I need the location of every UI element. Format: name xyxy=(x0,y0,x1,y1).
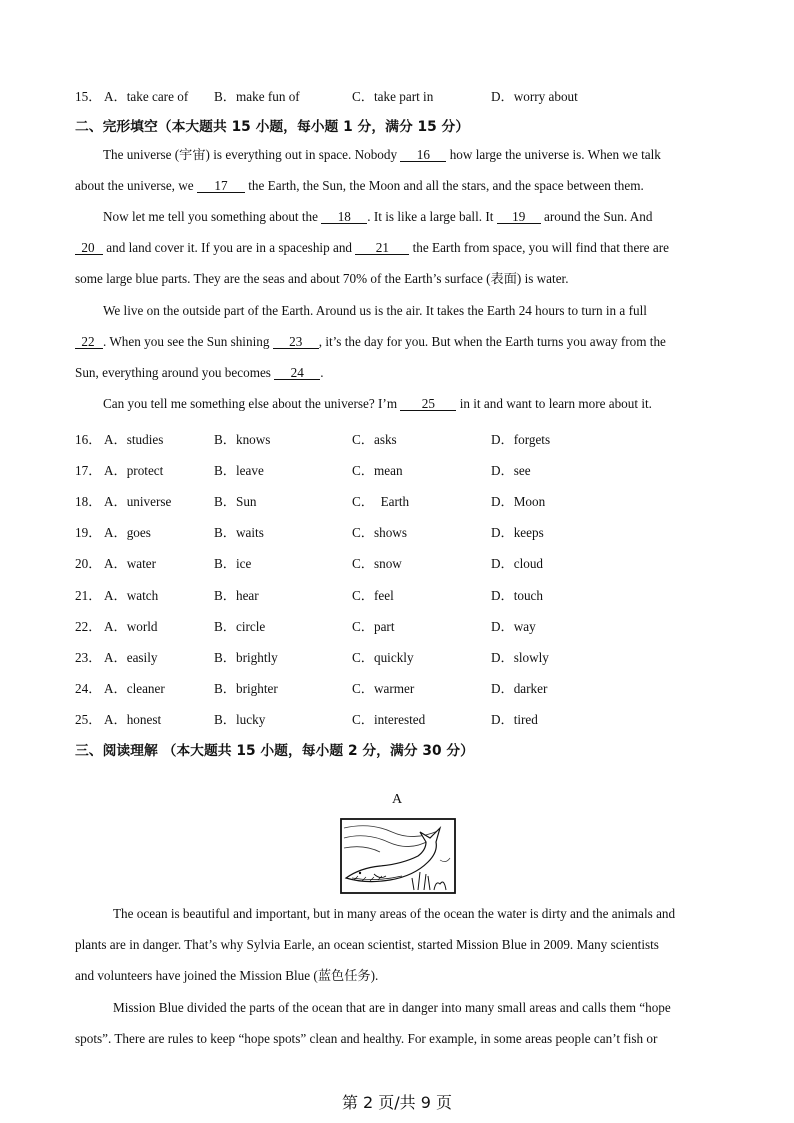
question-number: 16． xyxy=(75,432,102,447)
question-number: 25． xyxy=(75,712,102,727)
option-a: A．world xyxy=(104,619,158,634)
option-a: A．cleaner xyxy=(104,681,165,696)
option-a: A．easily xyxy=(104,650,158,665)
option-d: D．tired xyxy=(491,712,538,727)
option-c: C． Earth xyxy=(352,494,410,509)
section-2-heading: 二、完形填空（本大题共 15 小题，每小题 1 分，满分 15 分） xyxy=(75,119,470,135)
option-a: A．studies xyxy=(104,432,164,447)
cloze-line xyxy=(103,210,718,224)
cloze-text: . When you see the Sun shining xyxy=(103,334,273,349)
cloze-text: the Earth, the Sun, the Moon and all the stars, and the space between them. xyxy=(244,178,644,193)
blank-25: 25 xyxy=(400,397,456,411)
option-c: C．feel xyxy=(352,588,394,603)
cloze-line xyxy=(75,241,718,255)
option-c: C．take part in xyxy=(352,89,434,104)
option-d: D．worry about xyxy=(491,89,578,104)
blank-21: 21 xyxy=(355,241,409,255)
passage-label: A xyxy=(391,792,403,807)
option-a: A．take care of xyxy=(104,89,189,104)
blank-16: 16 xyxy=(400,148,446,162)
cloze-text: Can you tell me something else about the universe? I’m xyxy=(103,396,401,411)
option-d: D．darker xyxy=(491,681,548,696)
option-d: D．forgets xyxy=(491,432,551,447)
cloze-line: We live on the outside part of the Earth. Around us is the air. It takes the Earth 24 hours to turn in a full xyxy=(103,303,647,318)
cloze-text: and land cover it. If you are in a spaceship and xyxy=(103,240,356,255)
cloze-line xyxy=(103,397,718,411)
option-c: C．asks xyxy=(352,432,397,447)
cloze-text: Sun, everything around you becomes xyxy=(75,365,275,380)
cloze-text: . xyxy=(320,365,324,380)
option-d: D．see xyxy=(491,463,531,478)
option-d: D．keeps xyxy=(491,525,544,540)
option-c: C．part xyxy=(352,619,395,634)
reading-line: Mission Blue divided the parts of the ocean that are in danger into many small areas and calls them “hope xyxy=(113,1000,671,1015)
cloze-text: how large the universe is. When we talk xyxy=(446,147,661,162)
question-number: 15． xyxy=(75,89,102,104)
whale-illustration xyxy=(340,818,456,894)
cloze-text: around the Sun. And xyxy=(540,209,653,224)
question-number: 20． xyxy=(75,556,102,571)
option-d: D．way xyxy=(491,619,536,634)
cloze-line xyxy=(103,148,718,162)
option-b: B．waits xyxy=(214,525,264,540)
option-b: B．brighter xyxy=(214,681,278,696)
blank-20: 20 xyxy=(75,241,103,255)
blank-17: 17 xyxy=(197,179,245,193)
blank-24: 24 xyxy=(274,366,320,380)
reading-line: spots”. There are rules to keep “hope spots” clean and healthy. For example, in some areas people can’t fish or xyxy=(75,1031,658,1046)
question-number: 23． xyxy=(75,650,102,665)
option-d: D．Moon xyxy=(491,494,546,509)
option-b: B．lucky xyxy=(214,712,266,727)
option-b: B．leave xyxy=(214,463,264,478)
cloze-text: . It is like a large ball. It xyxy=(367,209,497,224)
blank-18: 18 xyxy=(321,210,367,224)
cloze-line xyxy=(75,179,718,193)
question-number: 21． xyxy=(75,588,102,603)
option-d: D．slowly xyxy=(491,650,549,665)
option-a: A．universe xyxy=(104,494,172,509)
option-d: D．cloud xyxy=(491,556,544,571)
cloze-text: The universe (宇宙) is everything out in space. Nobody xyxy=(103,147,401,162)
cloze-text: the Earth from space, you will find that there are xyxy=(409,240,669,255)
option-c: C．mean xyxy=(352,463,403,478)
reading-line: The ocean is beautiful and important, but in many areas of the ocean the water is dirty and the animals and xyxy=(113,906,676,921)
cloze-line: some large blue parts. They are the seas and about 70% of the Earth’s surface (表面) is water. xyxy=(75,271,569,286)
option-b: B．Sun xyxy=(214,494,257,509)
option-c: C．shows xyxy=(352,525,407,540)
cloze-text: , it’s the day for you. But when the Earth turns you away from the xyxy=(318,334,666,349)
question-number: 22． xyxy=(75,619,102,634)
option-b: B．hear xyxy=(214,588,259,603)
option-a: A．goes xyxy=(104,525,151,540)
option-a: A．protect xyxy=(104,463,164,478)
option-c: C．warmer xyxy=(352,681,415,696)
option-a: A．water xyxy=(104,556,156,571)
cloze-line xyxy=(75,366,718,380)
blank-19: 19 xyxy=(497,210,541,224)
question-number: 24． xyxy=(75,681,102,696)
blank-22: 22 xyxy=(75,335,103,349)
option-d: D．touch xyxy=(491,588,544,603)
question-number: 19． xyxy=(75,525,102,540)
blank-23: 23 xyxy=(273,335,319,349)
cloze-text: about the universe, we xyxy=(75,178,197,193)
question-number: 18． xyxy=(75,494,102,509)
cloze-text: Now let me tell you something about the xyxy=(103,209,322,224)
section-3-heading: 三、阅读理解 （本大题共 15 小题，每小题 2 分，满分 30 分） xyxy=(75,743,474,759)
reading-line: and volunteers have joined the Mission Blue (蓝色任务). xyxy=(75,968,379,983)
question-number: 17． xyxy=(75,463,102,478)
option-b: B．make fun of xyxy=(214,89,300,104)
option-c: C．interested xyxy=(352,712,426,727)
page-footer: 第 2 页/共 9 页 xyxy=(341,1093,453,1112)
option-b: B．ice xyxy=(214,556,252,571)
option-a: A．honest xyxy=(104,712,162,727)
reading-line: plants are in danger. That’s why Sylvia Earle, an ocean scientist, started Mission Blue in 2009. Many scientists xyxy=(75,937,659,952)
option-c: C．snow xyxy=(352,556,402,571)
option-b: B．brightly xyxy=(214,650,278,665)
option-b: B．circle xyxy=(214,619,266,634)
cloze-text: in it and want to learn more about it. xyxy=(456,396,652,411)
option-a: A．watch xyxy=(104,588,159,603)
cloze-line xyxy=(75,335,718,349)
option-b: B．knows xyxy=(214,432,271,447)
option-c: C．quickly xyxy=(352,650,414,665)
whale-icon xyxy=(340,818,456,894)
